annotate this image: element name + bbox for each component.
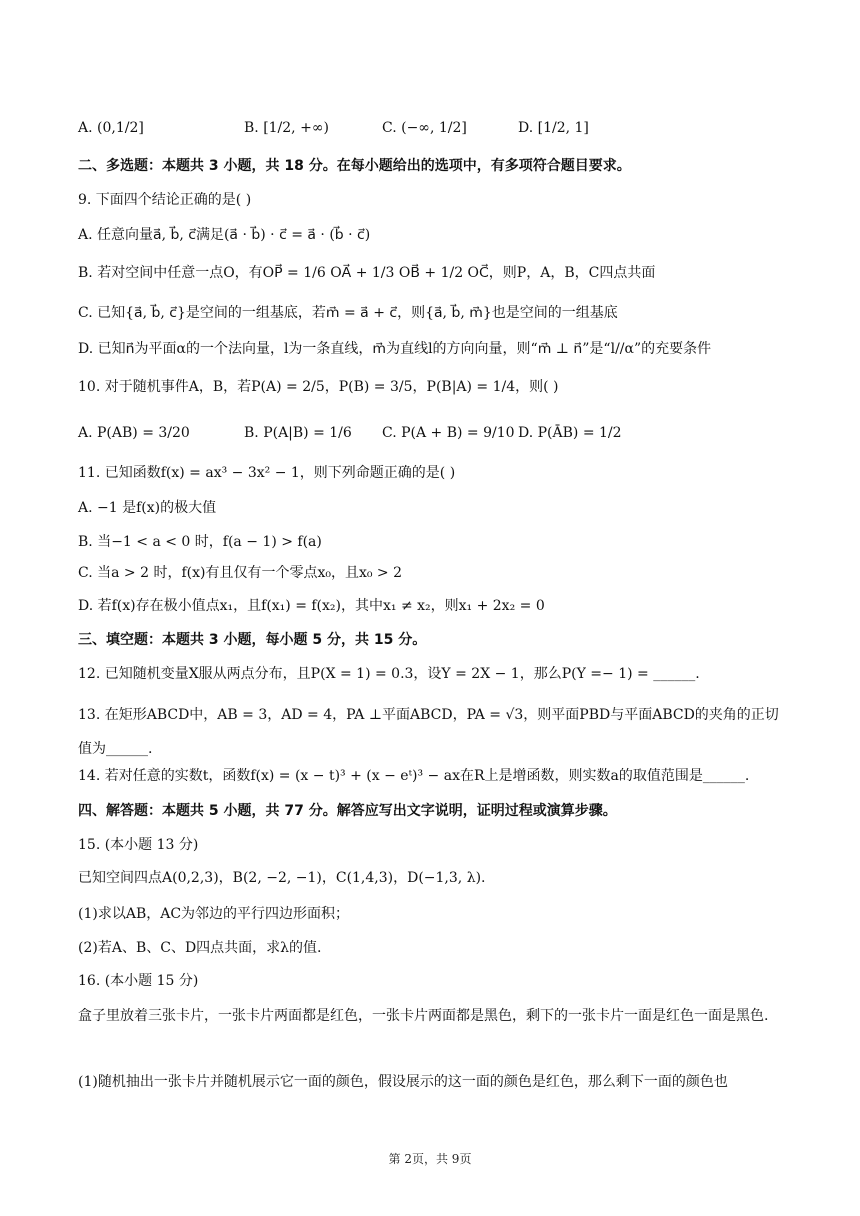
section-multiple-choice-heading: 二、多选题：本题共 3 小题，共 18 分。在每小题给出的选项中，有多项符合题目要求。 <box>78 158 631 174</box>
q10-stem: 10. 对于随机事件A，B，若P(A) = 2/5，P(B) = 3/5，P(B|A) = 1/4，则( ) <box>78 379 559 395</box>
q16-part-1: (1)随机抽出一张卡片并随机展示它一面的颜色，假设展示的这一面的颜色是红色，那么剩下一面的颜色也 <box>78 1074 728 1090</box>
q15-part-1: (1)求以AB，AC为邻边的平行四边形面积； <box>78 906 350 922</box>
section-fill-in-heading: 三、填空题：本题共 3 小题，每小题 5 分，共 15 分。 <box>78 632 427 648</box>
q10-option-a: A. P(AB) = 3/20 <box>78 425 190 441</box>
q9-option-d: D. 已知n⃗为平面α的一个法向量，l为一条直线，m⃗为直线l的方向向量，则“m⃗ ⊥ n⃗”是“l//α”的充要条件 <box>78 341 712 357</box>
q15-heading: 15. (本小题 13 分) <box>78 837 199 853</box>
q8-option-b: B. [1/2, +∞) <box>244 120 329 136</box>
q14-text: 14. 若对任意的实数t，函数f(x) = (x − t)³ + (x − eᵗ)³ − ax在R上是增函数，则实数a的取值范围是______. <box>78 768 750 784</box>
q8-option-c: C. (−∞, 1/2] <box>382 120 467 136</box>
q11-option-c: C. 当a > 2 时，f(x)有且仅有一个零点x₀，且x₀ > 2 <box>78 565 403 581</box>
q15-part-2: (2)若A、B、C、D四点共面，求λ的值. <box>78 940 322 956</box>
q9-option-b: B. 若对空间中任意一点O，有OP⃗ = 1/6 OA⃗ + 1/3 OB⃗ + 1/2 OC⃗，则P，A，B，C四点共面 <box>78 265 656 281</box>
page-number-footer: 第 2页，共 9页 <box>388 1152 472 1166</box>
q16-body: 盒子里放着三张卡片，一张卡片两面都是红色，一张卡片两面都是黑色，剩下的一张卡片一面是红色一面是黑色. <box>78 1008 769 1024</box>
q10-option-c: C. P(A + B) = 9/10 <box>382 425 515 441</box>
q11-option-a: A. −1 是f(x)的极大值 <box>78 500 217 516</box>
q10-option-b: B. P(A|B) = 1/6 <box>244 425 352 441</box>
q8-option-a: A. (0,1/2] <box>78 120 144 136</box>
q16-heading: 16. (本小题 15 分) <box>78 973 199 989</box>
q9-option-a: A. 任意向量a⃗, b⃗, c⃗满足(a⃗ · b⃗) · c⃗ = a⃗ · (b⃗ · c⃗) <box>78 227 371 243</box>
q10-option-d: D. P(ĀB) = 1/2 <box>518 425 622 441</box>
q9-stem: 9. 下面四个结论正确的是( ) <box>78 192 252 208</box>
q11-option-d: D. 若f(x)存在极小值点x₁，且f(x₁) = f(x₂)，其中x₁ ≠ x₂，则x₁ + 2x₂ = 0 <box>78 598 545 614</box>
q12-text: 12. 已知随机变量X服从两点分布，且P(X = 1) = 0.3，设Y = 2X − 1，那么P(Y =− 1) = ______. <box>78 666 700 682</box>
q13-text: 13. 在矩形ABCD中，AB = 3，AD = 4，PA ⊥平面ABCD，PA = √3，则平面PBD与平面ABCD的夹角的正切值为______. <box>78 707 779 757</box>
q15-body: 已知空间四点A(0,2,3)，B(2, −2, −1)，C(1,4,3)，D(−1,3, λ). <box>78 870 486 886</box>
q11-stem: 11. 已知函数f(x) = ax³ − 3x² − 1，则下列命题正确的是( ) <box>78 465 456 481</box>
q11-option-b: B. 当−1 < a < 0 时，f(a − 1) > f(a) <box>78 534 322 550</box>
q8-option-d: D. [1/2, 1] <box>518 120 589 136</box>
section-solution-heading: 四、解答题：本题共 5 小题，共 77 分。解答应写出文字说明，证明过程或演算步骤。 <box>78 803 617 819</box>
q9-option-c: C. 已知{a⃗, b⃗, c⃗}是空间的一组基底，若m⃗ = a⃗ + c⃗，则{a⃗, b⃗, m⃗}也是空间的一组基底 <box>78 305 618 321</box>
